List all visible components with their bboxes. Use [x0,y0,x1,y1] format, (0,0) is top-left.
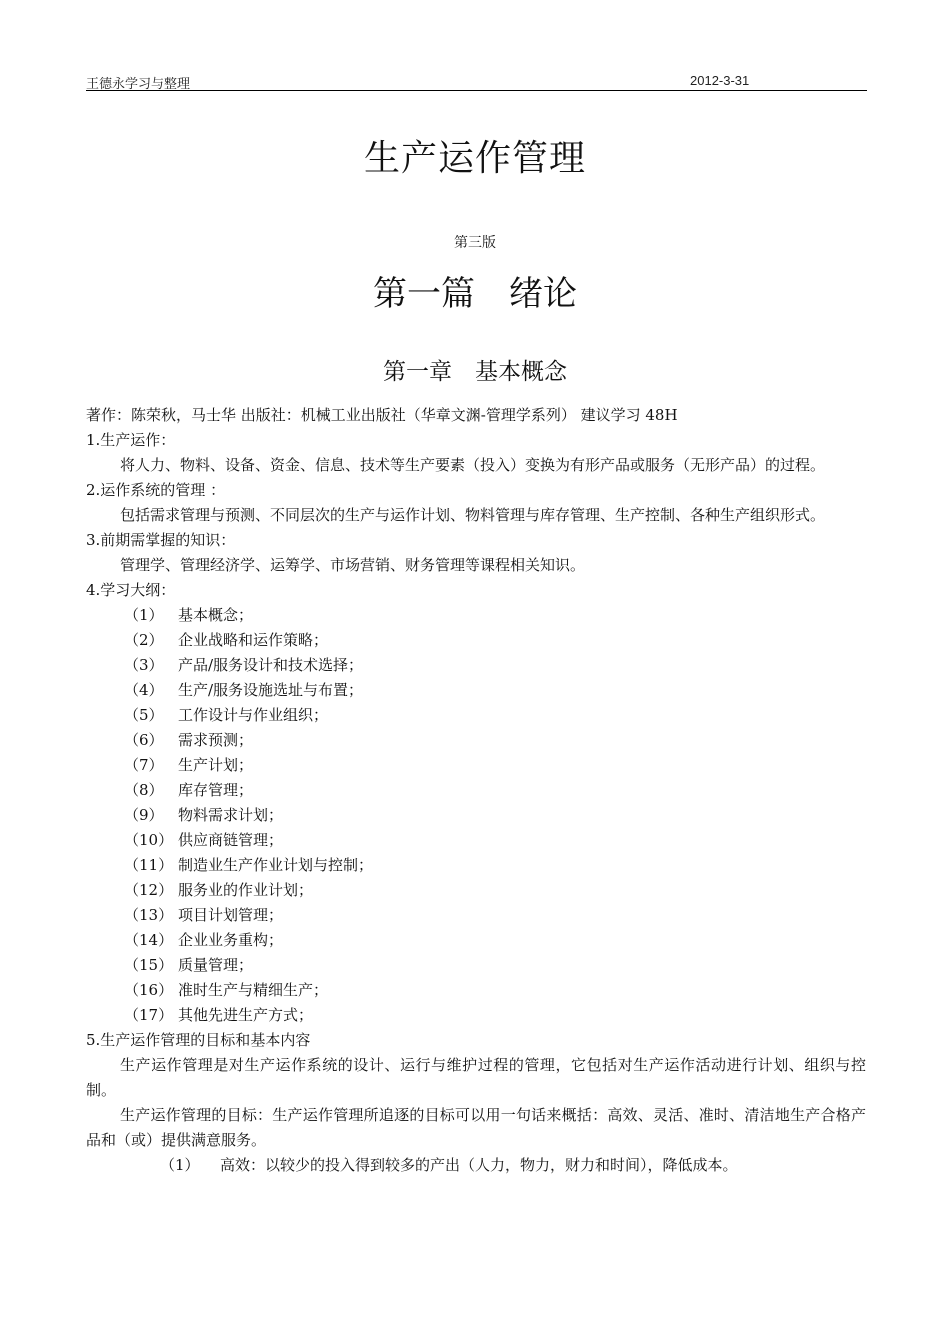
outline-item [86,853,866,878]
section-5-paragraph-1: 生产运作管理是对生产运作系统的设计、运行与维护过程的管理，它包括对生产运作活动进行计划、组织与控制。 [86,1056,866,1099]
outline-item [86,928,866,953]
outline-item [86,653,866,678]
section-1-heading: 1.生产运作： [86,431,176,449]
outline-item-text: 质量管理； [178,956,254,974]
outline-item [86,903,866,928]
book-meta-line: 著作：陈荣秋，马士华 出版社：机械工业出版社（华章文渊-管理学系列） 建议学习 48H [86,406,678,424]
outline-item-text: 生产/服务设施选址与布置； [178,681,364,699]
outline-item [86,953,866,978]
outline-item [86,603,866,628]
outline-item-number: （10） [124,831,174,849]
outline-item-number: （8） [124,781,164,799]
outline-item-text: 物料需求计划； [178,806,284,824]
section-3-heading: 3.前期需掌握的知识： [86,531,236,549]
page-header [86,71,867,91]
outline-item-number: （17） [124,1006,174,1024]
section-5-subitem [86,1153,866,1178]
document-title: 生产运作管理 [363,138,586,179]
outline-item-number: （7） [124,756,164,774]
outline-item-number: （5） [124,706,164,724]
outline-item [86,828,866,853]
outline-item-text: 服务业的作业计划； [178,881,314,899]
outline-item-number: （2） [124,631,164,649]
outline-item [86,703,866,728]
outline-item-text: 工作设计与作业组织； [178,706,329,724]
outline-item [86,878,866,903]
outline-item-number: （1） [124,606,164,624]
outline-item-number: （4） [124,681,164,699]
outline-item [86,978,866,1003]
outline-item-number: （3） [124,656,164,674]
part-title: 第一篇 绪论 [373,274,577,314]
outline-item-number: （13） [124,906,174,924]
edition-label: 第三版 [454,235,496,251]
outline-item-number: （15） [124,956,174,974]
outline-item-text: 库存管理； [178,781,254,799]
outline-item [86,803,866,828]
section-3-text: 管理学、管理经济学、运筹学、市场营销、财务管理等课程相关知识。 [120,556,586,574]
chapter-title: 第一章 基本概念 [383,359,567,385]
outline-item-text: 项目计划管理； [178,906,284,924]
outline-item-number: （16） [124,981,174,999]
section-1-text: 将人力、物料、设备、资金、信息、技术等生产要素（投入）变换为有形产品或服务（无形产品）的过程。 [120,456,826,474]
outline-item-number: （9） [124,806,164,824]
outline-item-text: 供应商链管理； [178,831,284,849]
section-2-text: 包括需求管理与预测、不同层次的生产与运作计划、物料管理与库存管理、生产控制、各种生产组织形式。 [120,506,826,524]
study-outline-list [86,603,866,1028]
outline-item-number: （6） [124,731,164,749]
section-4-heading: 4.学习大纲： [86,581,176,599]
outline-item [86,728,866,753]
outline-item-number: （12） [124,881,174,899]
outline-item [86,628,866,653]
outline-item-text: 生产计划； [178,756,254,774]
outline-item-text: 基本概念； [178,606,254,624]
document-body [86,403,866,1178]
outline-item-text: 产品/服务设计和技术选择； [178,656,364,674]
outline-item-number: （11） [124,856,174,874]
section-2-heading: 2.运作系统的管理 ： [86,481,226,499]
outline-item-text: 其他先进生产方式； [178,1006,314,1024]
outline-item [86,1003,866,1028]
header-author: 王德永学习与整理 [86,77,191,92]
outline-item-text: 企业业务重构； [178,931,284,949]
section-5-heading: 5.生产运作管理的目标和基本内容 [86,1031,311,1049]
outline-item [86,678,866,703]
subitem-number: （1） [160,1156,200,1174]
outline-item-text: 企业战略和运作策略； [178,631,329,649]
outline-item [86,753,866,778]
outline-item-text: 需求预测； [178,731,254,749]
section-5-paragraph-2: 生产运作管理的目标：生产运作管理所追逐的目标可以用一句话来概括：高效、灵活、准时、清洁地生产合格产品和（或）提供满意服务。 [86,1106,866,1149]
subitem-text: 高效：以较少的投入得到较多的产出（人力，物力，财力和时间），降低成本。 [220,1156,738,1174]
outline-item-number: （14） [124,931,174,949]
outline-item-text: 制造业生产作业计划与控制； [178,856,374,874]
outline-item-text: 准时生产与精细生产； [178,981,329,999]
header-date: 2012-3-31 [690,73,750,88]
outline-item [86,778,866,803]
